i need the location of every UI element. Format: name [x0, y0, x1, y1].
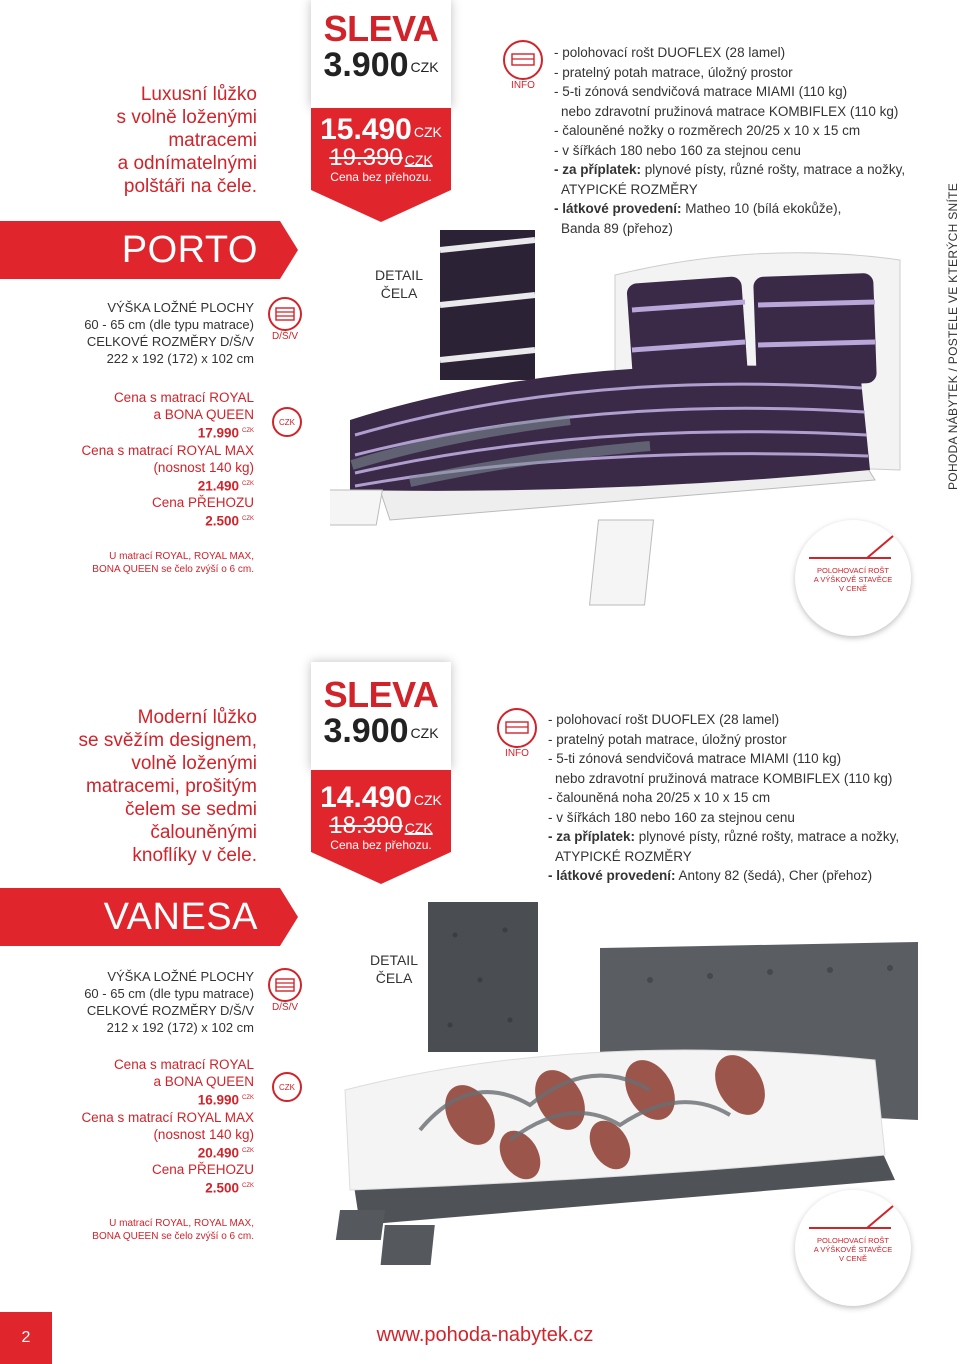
porto-product-name: PORTO	[121, 229, 258, 271]
feature-line: nebo zdravotní pružinová matrace KOMBIFLEX (110 kg)	[555, 770, 893, 786]
old-price: 18.390 $^{CZK}$	[329, 812, 433, 839]
vanesa-detail-label: DETAIL ČELA	[370, 952, 418, 986]
vanesa-sleva-panel	[311, 662, 451, 770]
vanesa-product-name: VANESA	[103, 896, 258, 938]
czk-icon: CZK	[272, 1072, 302, 1102]
price-value: 2.500 $^{CZK}$	[205, 513, 254, 529]
porto-prices	[14, 389, 254, 530]
sleva-title: SLEVA	[323, 8, 439, 49]
feature-line: Banda 89 (přehoz)	[561, 220, 673, 236]
porto-name-bar	[0, 221, 280, 279]
price-line: (nosnost 140 kg)	[153, 459, 254, 475]
price-line: (nosnost 140 kg)	[153, 1126, 254, 1142]
side-brand-text: POHODA NÁBYTEK / POSTELE VE KTERÝCH SNÍTE	[946, 182, 960, 490]
vanesa-rost-badge: POLOHOVACÍ ROŠT A VÝŠKOVĚ STAVĚCE V CENĚ	[795, 1190, 911, 1306]
vanesa-dims-icon: D/Š/V	[268, 968, 308, 1013]
porto-note: U matrací ROYAL, ROYAL MAX, BONA QUEEN se čelo zvýší o 6 cm.	[92, 551, 254, 575]
price-line: a BONA QUEEN	[153, 407, 254, 422]
price-line: Cena s matrací ROYAL MAX	[81, 1109, 254, 1125]
feature-line: - 5-ti zónová sendvičová matrace MIAMI (110 kg)	[554, 84, 848, 99]
porto-spec: VÝŠKA LOŽNÉ PLOCHY 60 - 65 cm (dle typu matrace) CELKOVÉ ROZMĚRY D/Š/V 222 x 192 (172) x 102 cm	[84, 300, 254, 366]
price-value: 16.990 $^{CZK}$	[197, 1092, 254, 1108]
website-url[interactable]: www.pohoda-nabytek.cz	[376, 1324, 594, 1346]
vanesa-tagline: Moderní lůžko se svěžím designem, volně loženými matracemi, prošitým čelem se sedmi čalouněnými knoflíky v čele.	[78, 707, 257, 866]
porto-dims-icon: D/Š/V	[268, 297, 308, 342]
feature-line: - čalouněné nožky o rozměrech 20/25 x 10 x 15 cm	[554, 123, 861, 138]
porto-tagline: Luxusní lůžko s volně loženými matracemi a odnímatelnými polštáři na čele.	[116, 84, 257, 197]
price-line: Cena s matrací ROYAL MAX	[81, 442, 254, 458]
new-price: 15.490 $^{CZK}$	[320, 113, 442, 146]
vanesa-prices	[14, 1056, 254, 1197]
old-price: 19.390 $^{CZK}$	[329, 144, 433, 171]
no-cover-note: Cena bez přehozu.	[330, 170, 432, 184]
sleva-value: 3.900 $^{CZK}$	[323, 46, 439, 84]
new-price: 14.490 $^{CZK}$	[320, 781, 442, 814]
bed-info-icon	[503, 40, 543, 80]
no-cover-note: Cena bez přehozu.	[330, 838, 432, 852]
feature-line: ATYPICKÉ ROZMĚRY	[555, 848, 692, 864]
vanesa-note: U matrací ROYAL, ROYAL MAX, BONA QUEEN se čelo zvýší o 6 cm.	[92, 1218, 254, 1242]
price-line: a BONA QUEEN	[153, 1074, 254, 1089]
feature-line: - v šířkách 180 nebo 160 za stejnou cenu	[554, 142, 801, 158]
price-line: Cena s matrací ROYAL	[113, 1057, 254, 1072]
porto-detail-label: DETAIL ČELA	[375, 267, 423, 301]
porto-info-icon: INFO	[503, 40, 546, 91]
feature-line: - polohovací rošt DUOFLEX (28 lamel)	[554, 45, 786, 60]
vanesa-name-bar	[0, 888, 280, 946]
porto-features	[554, 43, 934, 238]
vanesa-features	[548, 710, 938, 886]
feature-line: - látkové provedení: Matheo 10 (bílá ekokůže),	[554, 201, 842, 216]
price-value: 21.490 $^{CZK}$	[197, 478, 254, 493]
feature-line: - pratelný potah matrace, úložný prostor	[554, 64, 793, 80]
porto-price-badge	[311, 108, 451, 184]
feature-line: - látkové provedení: Antony 82 (šedá), Cher (přehoz)	[548, 868, 873, 883]
feature-line: - polohovací rošt DUOFLEX (28 lamel)	[548, 712, 780, 727]
feature-line: - 5-ti zónová sendvičová matrace MIAMI (110 kg)	[548, 751, 842, 766]
feature-line: - čalouněná noha 20/25 x 10 x 15 cm	[548, 790, 771, 805]
vanesa-spec: VÝŠKA LOŽNÉ PLOCHY 60 - 65 cm (dle typu matrace) CELKOVÉ ROZMĚRY D/Š/V 212 x 192 (172) x 102 cm	[84, 969, 254, 1035]
price-line: Cena PŘEHOZU	[151, 495, 254, 510]
price-value: 17.990 $^{CZK}$	[197, 425, 254, 441]
price-value: 20.490 $^{CZK}$	[197, 1145, 254, 1160]
sleva-value: 3.900 $^{CZK}$	[323, 712, 439, 750]
vanesa-price-badge	[311, 770, 451, 852]
feature-line: - za příplatek: plynové písty, různé rošty, matrace a nožky,	[554, 162, 906, 177]
feature-line: nebo zdravotní pružinová matrace KOMBIFLEX (110 kg)	[561, 103, 899, 119]
porto-rost-badge: POLOHOVACÍ ROŠT A VÝŠKOVĚ STAVĚCE V CENĚ	[795, 520, 911, 636]
feature-line: - za příplatek: plynové písty, různé rošty, matrace a nožky,	[548, 829, 900, 844]
price-value: 2.500 $^{CZK}$	[205, 1180, 254, 1196]
porto-sleva-panel	[311, 0, 451, 108]
page-number: 2	[0, 1312, 52, 1364]
czk-icon: CZK	[272, 407, 302, 437]
bed-info-icon	[497, 708, 537, 748]
feature-line: ATYPICKÉ ROZMĚRY	[561, 181, 698, 197]
bed-dimensions-icon	[268, 968, 302, 1002]
feature-line: - pratelný potah matrace, úložný prostor	[548, 731, 787, 747]
vanesa-info-icon: INFO	[497, 708, 540, 759]
price-line: Cena PŘEHOZU	[151, 1162, 254, 1177]
price-line: Cena s matrací ROYAL	[113, 390, 254, 405]
feature-line: - v šířkách 180 nebo 160 za stejnou cenu	[548, 809, 795, 825]
sleva-title: SLEVA	[323, 674, 439, 715]
bed-dimensions-icon	[268, 297, 302, 331]
